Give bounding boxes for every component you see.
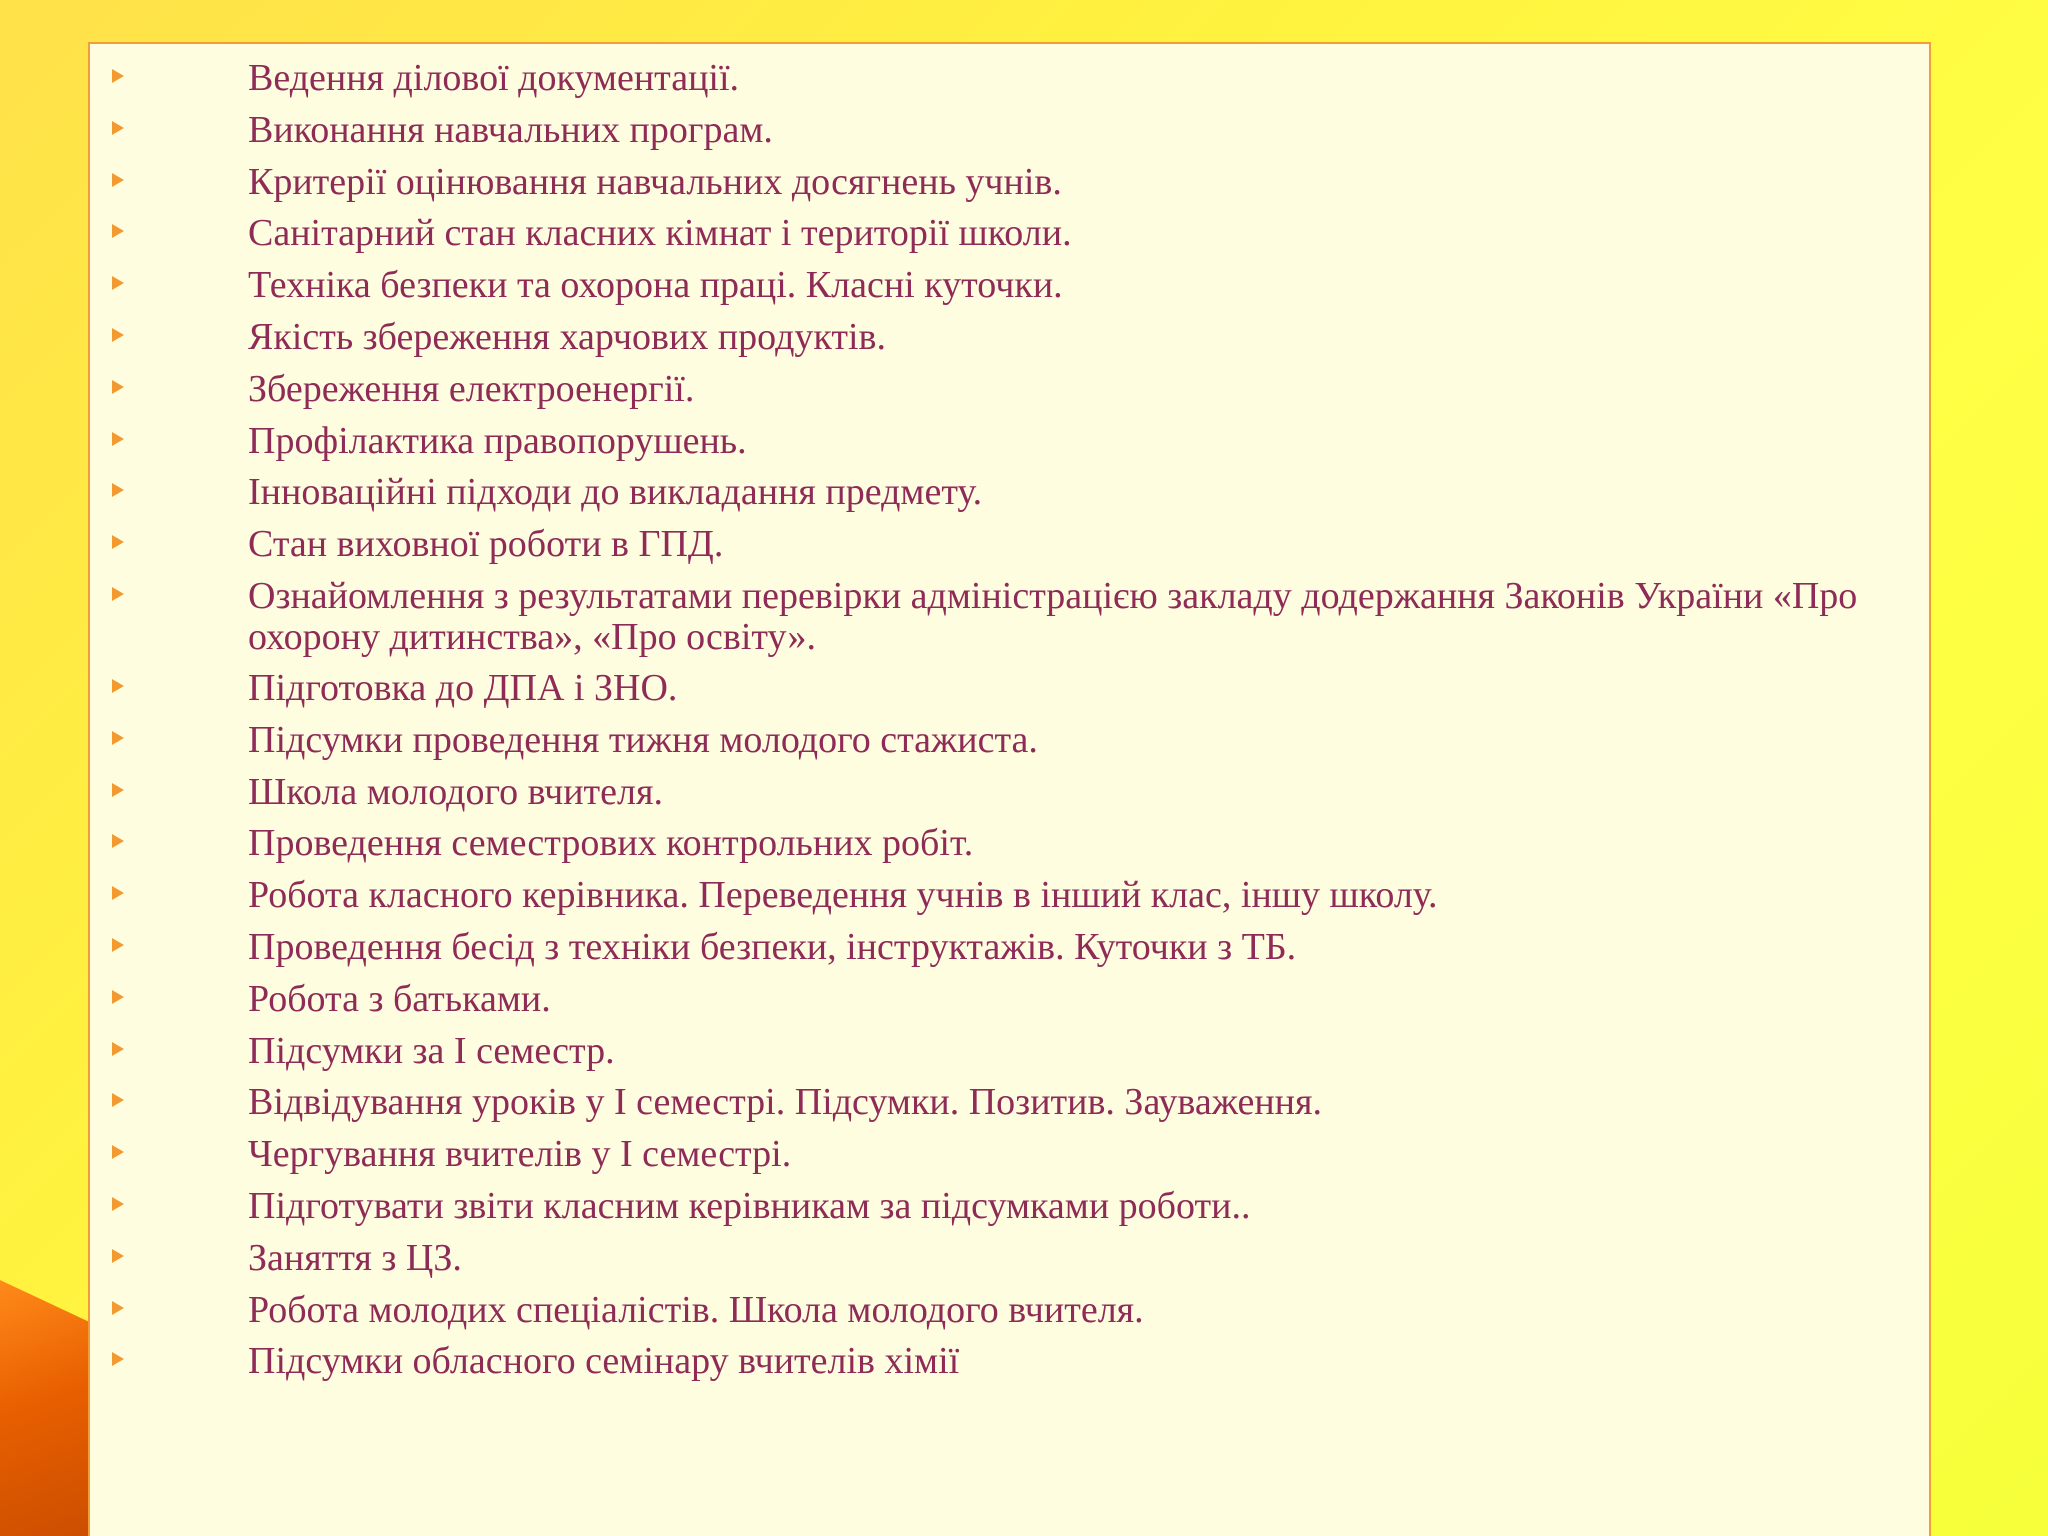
list-item [90,576,1929,668]
list-item-text: Робота класного керівника. Переведення учнів в інший клас, іншу школу. [248,874,1438,917]
list-item-text: Санітарний стан класних кімнат і території школи. [248,212,1072,255]
list-item [90,472,1929,524]
list-item [90,1186,1929,1238]
list-item-text: Заняття з ЦЗ. [248,1236,462,1279]
list-item [90,110,1929,162]
triangle-right-icon [112,380,124,394]
triangle-right-icon [112,432,124,446]
list-item-text: Інноваційні підходи до викладання предмету. [248,471,983,514]
list-item [90,1082,1929,1134]
list-item [90,875,1929,927]
list-item-text: Профілактика правопорушень. [248,419,747,462]
list-item-text: Підготовка до ДПА і ЗНО. [248,666,678,709]
list-item [90,720,1929,772]
triangle-right-icon [112,276,124,290]
triangle-right-icon [112,731,124,745]
triangle-right-icon [112,121,124,135]
list-item [90,162,1929,214]
list-item-text: Робота молодих спеціалістів. Школа молодого вчителя. [248,1288,1144,1331]
triangle-right-icon [112,1352,124,1366]
list-item-text: Підсумки за І семестр. [248,1029,615,1072]
list-item-text: Критерії оцінювання навчальних досягнень учнів. [248,160,1062,203]
list-item [90,823,1929,875]
triangle-right-icon [112,1093,124,1107]
list-item [90,1341,1929,1393]
list-item [90,421,1929,473]
list-item-text: Чергування вчителів у І семестрі. [248,1133,792,1176]
list-item [90,927,1929,979]
content-panel [88,42,1931,1536]
triangle-right-icon [112,834,124,848]
list-item [90,524,1929,576]
triangle-right-icon [112,679,124,693]
list-item-text: Проведення семестрових контрольних робіт. [248,822,974,865]
list-item [90,58,1929,110]
triangle-right-icon [112,990,124,1004]
list-item [90,265,1929,317]
list-item-text: Підготувати звіти класним керівникам за підсумками роботи.. [248,1184,1251,1227]
list-item-text: Збереження електроенергії. [248,367,695,410]
list-item-text: Робота з батьками. [248,977,551,1020]
list-item-text: Школа молодого вчителя. [248,770,663,813]
list-item-text: Якість збереження харчових продуктів. [248,315,886,358]
list-item-text: Підсумки обласного семінару вчителів хімії [248,1340,960,1383]
list-item-text: Підсумки проведення тижня молодого стажиста. [248,718,1038,761]
triangle-right-icon [112,173,124,187]
list-item [90,772,1929,824]
triangle-right-icon [112,328,124,342]
list-item-text: Ведення ділової документації. [248,57,740,99]
triangle-right-icon [112,1042,124,1056]
list-item-text: Техніка безпеки та охорона праці. Класні куточки. [248,264,1063,307]
triangle-right-icon [112,1249,124,1263]
list-item [90,213,1929,265]
triangle-right-icon [112,1197,124,1211]
triangle-right-icon [112,1301,124,1315]
triangle-right-icon [112,483,124,497]
list-item [90,979,1929,1031]
list-item-text: Стан виховної роботи в ГПД. [248,523,724,566]
bullet-list [90,58,1929,1393]
triangle-right-icon [112,938,124,952]
list-item-text: Ознайомлення з результатами перевірки адміністрацією закладу додержання Законів України «Про охорону дитинства», «Про освіту». [248,574,1858,658]
list-item-text: Виконання навчальних програм. [248,108,773,151]
triangle-right-icon [112,535,124,549]
list-item-text: Проведення бесід з техніки безпеки, інструктажів. Куточки з ТБ. [248,925,1297,968]
triangle-right-icon [112,224,124,238]
triangle-right-icon [112,783,124,797]
triangle-right-icon [112,886,124,900]
list-item [90,1238,1929,1290]
list-item [90,1134,1929,1186]
list-item [90,668,1929,720]
triangle-right-icon [112,1145,124,1159]
list-item [90,1290,1929,1342]
list-item [90,369,1929,421]
list-item [90,317,1929,369]
triangle-right-icon [112,587,124,601]
triangle-right-icon [112,69,124,83]
list-item-text: Відвідування уроків у І семестрі. Підсумки. Позитив. Зауваження. [248,1081,1322,1124]
list-item [90,1031,1929,1083]
